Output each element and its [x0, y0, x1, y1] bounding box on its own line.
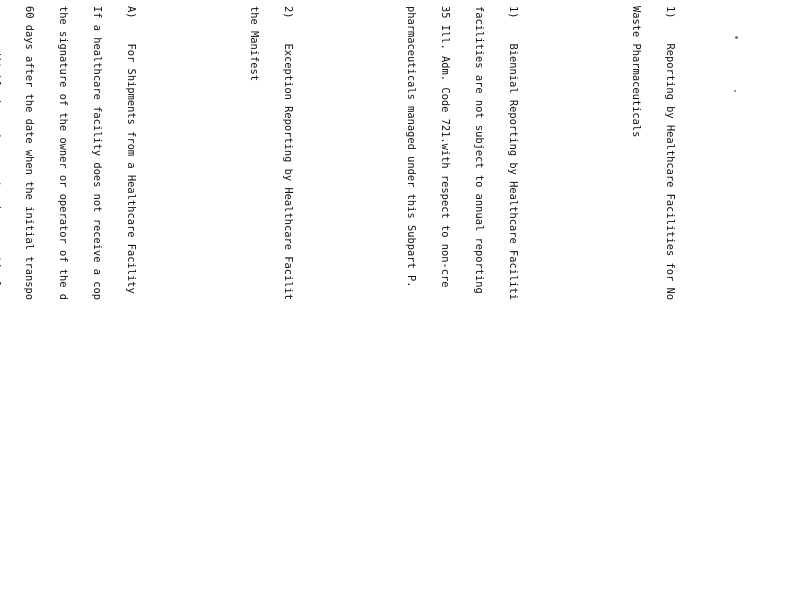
text-line: 1) Reporting by Healthcare Facilities for No [664, 6, 676, 301]
scan-speck [735, 36, 738, 39]
text-line: If a healthcare facility does not receive a cop [91, 6, 103, 301]
text-line: Waste Pharmaceuticals [630, 6, 643, 138]
text-line: 35 Ill. Adm. Code 721.with respect to non-cre [439, 6, 452, 288]
section-shipments-from-facility [0, 6, 158, 606]
code-reference: 721. [439, 118, 452, 144]
section-exception-reporting [226, 6, 316, 606]
text-line [0, 6, 1, 606]
scan-speck [734, 90, 736, 92]
document-body [0, 6, 720, 606]
text-line: A) For Shipments from a Healthcare Facility [124, 6, 137, 294]
text-line: 60 days after the date when the initial transpo [23, 6, 36, 301]
text-line: the Manifest [248, 6, 261, 82]
section-heading [608, 6, 698, 606]
text-line: 1) Biennial Reporting by Healthcare Faciliti [506, 6, 519, 301]
text-line: the signature of the owner or operator of the d [57, 6, 70, 301]
text-line: facilities are not subject to annual reporting [473, 6, 485, 294]
text-line: 2) Exception Reporting by Healthcare Facilit [282, 6, 294, 301]
text-line: pharmaceuticals managed under this Subpart P. [405, 6, 418, 288]
section-biennial-reporting [383, 6, 541, 606]
text-fragment: with respect to non-cre [439, 143, 452, 288]
